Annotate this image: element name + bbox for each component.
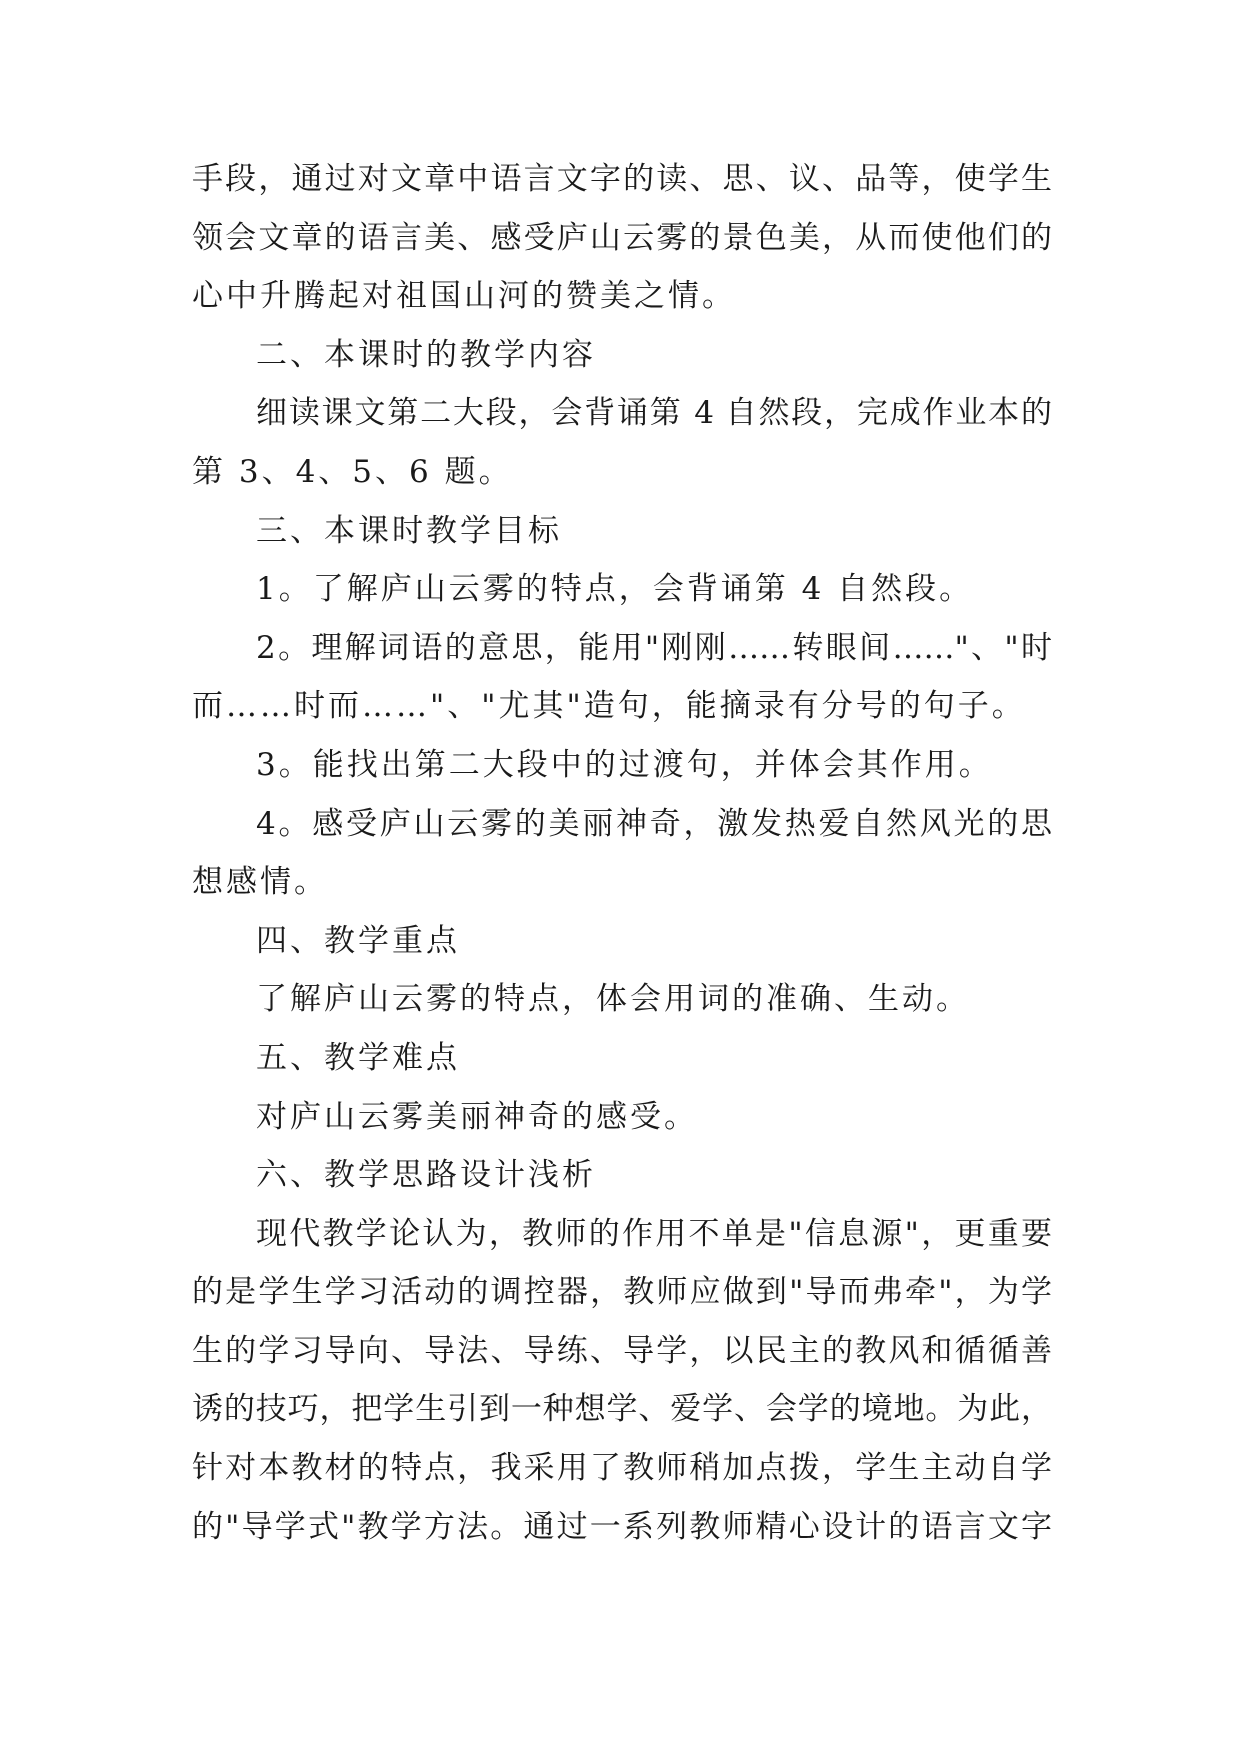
paragraph-line: 的是学生学习活动的调控器，教师应做到"导而弗牵"，为学 [192, 1274, 1052, 1311]
paragraph-line: 的"导学式"教学方法。通过一系列教师精心设计的语言文字 [192, 1508, 1052, 1545]
section-heading: 六、教学思路设计浅析 [256, 1157, 596, 1194]
section-heading: 二、本课时的教学内容 [256, 336, 596, 373]
paragraph-line: 对庐山云雾美丽神奇的感受。 [256, 1098, 698, 1135]
document-body [192, 150, 1052, 1556]
section-heading: 四、教学重点 [256, 922, 460, 959]
paragraph-line: 了解庐山云雾的特点，体会用词的准确、生动。 [256, 981, 970, 1018]
paragraph-line: 细读课文第二大段，会背诵第 4 自然段，完成作业本的 [256, 395, 1052, 432]
list-item: 3。能找出第二大段中的过渡句，并体会其作用。 [256, 746, 993, 783]
paragraph-line: 诱的技巧，把学生引到一种想学、爱学、会学的境地。为此， [192, 1391, 1052, 1428]
paragraph-line: 针对本教材的特点，我采用了教师稍加点拨，学生主动自学 [192, 1450, 1052, 1487]
section-heading: 三、本课时教学目标 [256, 512, 562, 549]
list-item: 1。了解庐山云雾的特点，会背诵第 4 自然段。 [256, 571, 974, 608]
paragraph-line: 领会文章的语言美、感受庐山云雾的景色美，从而使他们的 [192, 219, 1052, 256]
paragraph-line: 第 3、4、5、6 题。 [192, 453, 513, 490]
list-item-continuation: 而……时而……"、"尤其"造句，能摘录有分号的句子。 [192, 688, 1026, 725]
list-item-continuation: 想感情。 [192, 864, 328, 901]
list-item: 4。感受庐山云雾的美丽神奇，激发热爱自然风光的思 [256, 805, 1052, 842]
paragraph-line: 现代教学论认为，教师的作用不单是"信息源"，更重要 [256, 1215, 1052, 1252]
paragraph-line: 手段，通过对文章中语言文字的读、思、议、品等，使学生 [192, 161, 1052, 197]
paragraph-line: 生的学习导向、导法、导练、导学，以民主的教风和循循善 [192, 1332, 1052, 1369]
list-item: 2。理解词语的意思，能用"刚刚……转眼间……"、"时 [256, 629, 1052, 666]
section-heading: 五、教学难点 [256, 1039, 460, 1076]
paragraph-line: 心中升腾起对祖国山河的赞美之情。 [192, 278, 736, 315]
